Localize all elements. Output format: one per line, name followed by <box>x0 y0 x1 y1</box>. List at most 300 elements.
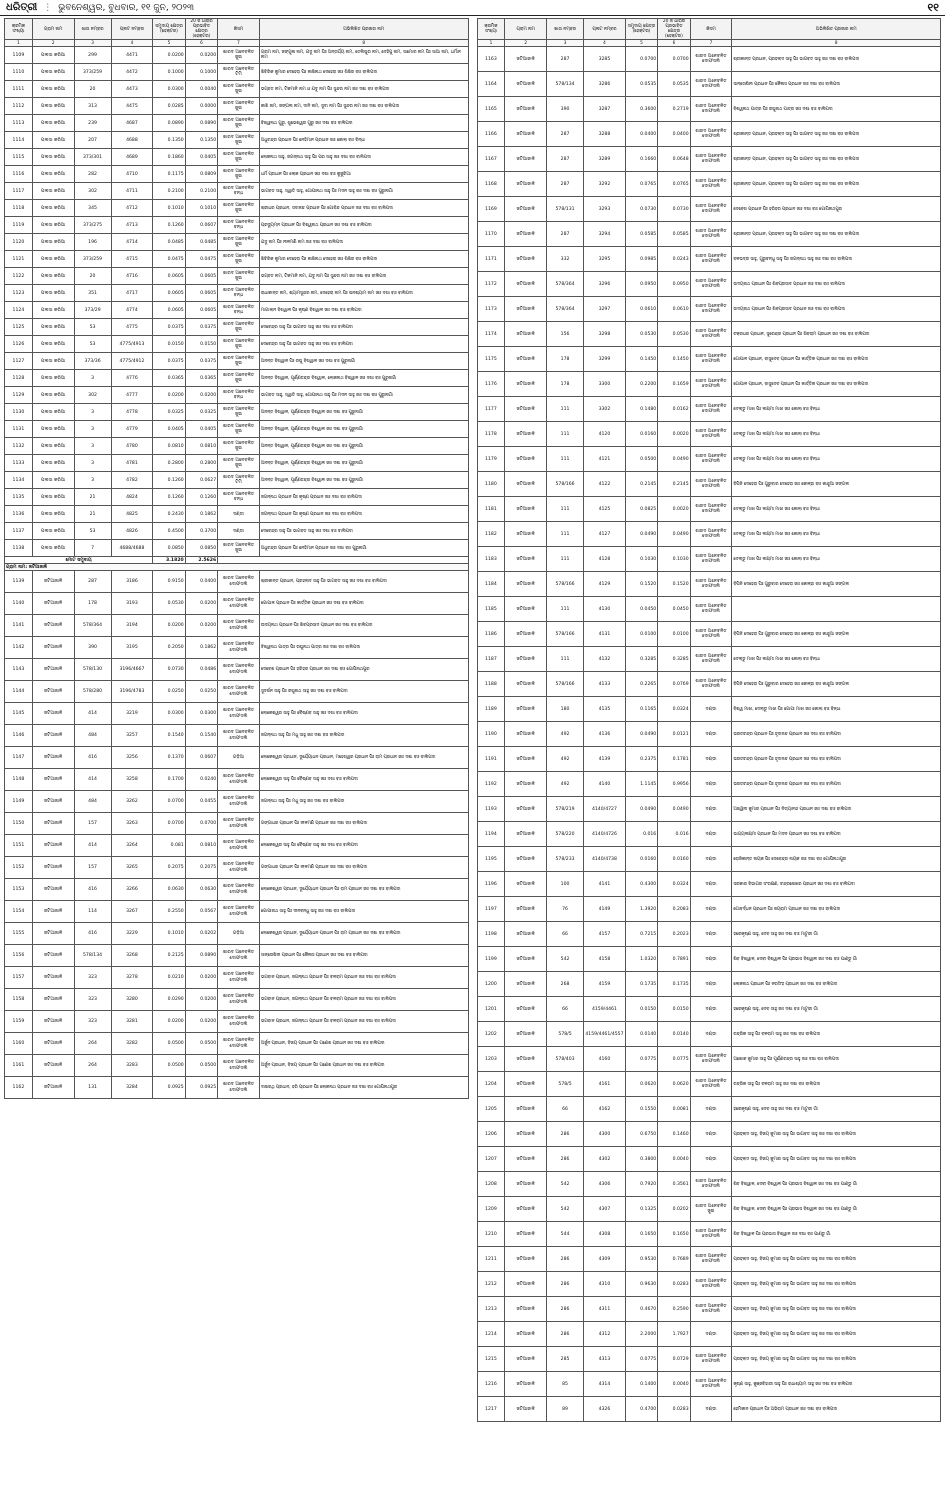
cell-owners: ଗଙ୍ଗାଧର ପ୍ରଧାନ ପିଃ ନୀଳମଣି ପ୍ରଧାନ ଜାଃ ଦଶା ବାଃ ବାଲିପଦା <box>259 813 468 835</box>
cell-plot: 3297 <box>584 297 626 322</box>
cell-sl: 1125 <box>5 319 33 336</box>
cell-plot: 4300 <box>584 1122 626 1147</box>
cell-area: 2.2000 <box>625 1322 657 1347</box>
table-row <box>5 813 469 835</box>
cell-khata: 21 <box>74 489 111 506</box>
cell-kisam: ଶାରଦ ଅନେବଳିତ ଦୋଫସଲି <box>218 945 260 967</box>
cell-area: 0.0700 <box>625 47 657 72</box>
column-header: ଅଭିଲିଖିତ ପ୍ରଜାର ନାମ <box>259 19 468 40</box>
cell-khata: 53 <box>74 319 111 336</box>
cell-area: 0.1480 <box>625 397 657 422</box>
cell-village: ଜଟିଆଜାଳି <box>505 1122 547 1147</box>
cell-sl: 1204 <box>477 1072 505 1097</box>
cell-area: 0.0375 <box>153 353 185 370</box>
column-number: 7 <box>218 40 260 47</box>
cell-khata: 239 <box>74 115 111 132</box>
cell-khata: 414 <box>74 769 111 791</box>
cell-kisam: ଦଣ୍ଡା <box>690 872 732 897</box>
cell-khata: 492 <box>547 772 584 797</box>
cell-area: 0.0300 <box>153 703 185 725</box>
cell-khata: 287 <box>547 222 584 247</box>
table-row <box>477 1272 941 1297</box>
cell-sl: 1181 <box>477 497 505 522</box>
cell-affected: 0.0890 <box>185 115 217 132</box>
table-row <box>5 64 469 81</box>
table-row <box>5 336 469 353</box>
cell-village: ଜଟିଆଜାଳି <box>505 1397 547 1422</box>
cell-area: 0.0200 <box>153 387 185 404</box>
cell-plot: 4131 <box>584 622 626 647</box>
total-row <box>5 557 469 564</box>
cell-affected: 0.0730 <box>658 197 690 222</box>
cell-sl: 1162 <box>5 1077 33 1099</box>
cell-kisam: ଶାରଦ ଅନେବଳିତ ଦୋଫସଲି <box>690 122 732 147</box>
cell-kisam: ଶାରଦ ଅନେବଳିତ ଦୋଫସଲି <box>218 879 260 901</box>
cell-affected: 0.0605 <box>185 268 217 285</box>
cell-plot: 3299 <box>584 347 626 372</box>
cell-plot: 3195 <box>111 637 153 659</box>
table-row <box>477 422 941 447</box>
cell-sl: 1126 <box>5 336 33 353</box>
cell-area: 0.0490 <box>625 722 657 747</box>
cell-sl: 1203 <box>477 1047 505 1072</box>
table-row <box>5 835 469 857</box>
cell-sl: 1131 <box>5 421 33 438</box>
cell-owners: ଦେବେନ୍ଦ୍ର ସାହୁ ପିଃ ଭାଗବତ ସାହୁ ଜାଃ ଦଶା ବାଃ ବାଲିପଦା <box>259 319 468 336</box>
cell-kisam: ଶାରଦ ଅନେବଳିତ ଜୁଇ <box>218 166 260 183</box>
cell-owners: ପ୍ରହ୍ଲାଦ ସାହୁ, ବିଜୟ କୁମାର ସାହୁ ପିଃ ଭାଗବତ ସାହୁ ଜାଃ ଦଶା ବାଃ ବାଲିପଦା <box>732 1147 941 1172</box>
cell-sl: 1170 <box>477 222 505 247</box>
cell-plot: 3284 <box>111 1077 153 1099</box>
cell-affected: 0.0485 <box>185 234 217 251</box>
cell-village: ପଲସା କରିଆ <box>32 540 74 557</box>
cell-sl: 1109 <box>5 47 33 64</box>
cell-kisam: ଶାରଦ ଅନେବଳିତ ଦୋଫସଲି <box>690 1372 732 1397</box>
cell-sl: 1196 <box>477 872 505 897</box>
cell-khata: 302 <box>74 183 111 200</box>
cell-khata: 156 <box>547 322 584 347</box>
cell-sl: 1116 <box>5 166 33 183</box>
cell-kisam: ଶାରଦ ଅନେବଳିତ ଦୋଫସଲି <box>218 593 260 615</box>
column-number-row <box>5 40 469 47</box>
cell-kisam: ଶାରଦ ଅନେବଳିତ ଦୋଫସଲି <box>218 769 260 791</box>
cell-khata: 287 <box>547 172 584 197</box>
cell-owners: ଅର୍ଜୁନ ପ୍ରଧାନ, ବିଜୟ ପ୍ରଧାନ ପିଃ ଗଣେଶ ପ୍ରଧାନ ଜାଃ ଦଶା ବାଃ ବାଲିପଦା <box>259 1055 468 1077</box>
cell-owners: ଅଧୁଚନ୍ଦ୍ର ପ୍ରଧାନ ପିଃ ନେହିମାନ ପ୍ରଧାନ ଜାଃ ଦଶା ବାଃ ପୁରୁନାଗାଁ <box>259 540 468 557</box>
cell-kisam: ଦଣ୍ଡା <box>690 947 732 972</box>
column-header: ପ୍ଲଟ ନମ୍ବର <box>111 19 153 40</box>
table-row <box>477 697 941 722</box>
cell-owners: ଦେବେଶ ପ୍ରଧାନ ପିଃ ହରିହର ପ୍ରଧାନ ଜାଃ ଦଶା ବାଃ ଗୋପିନାଥପୁର <box>732 197 941 222</box>
cell-kisam: ଶାରଦ ଅନେବଳିତ ବନ୍ଧ <box>218 217 260 234</box>
cell-sl: 1198 <box>477 922 505 947</box>
cell-owners: ରାଧାକାନ୍ତ ନାମ, ଶ୍ୟାମସୁନ୍ଦର ନାମ, ଦେହେରା ନାମ ପିଃ ଘନଶ୍ୟାମ ନାମ ଜାଃ ଦଶା ବାଃ ବାଲିପଦା <box>259 285 468 302</box>
cell-plot: 4780 <box>111 438 153 455</box>
cell-sl: 1217 <box>477 1397 505 1422</box>
cell-village: ଜଟିଆଜାଳି <box>32 813 74 835</box>
cell-village: ଜଟିଆଜାଳି <box>505 522 547 547</box>
cell-affected: 0.0200 <box>185 593 217 615</box>
cell-area: 0.2430 <box>153 506 185 523</box>
cell-plot: 4472 <box>111 64 153 81</box>
cell-kisam: ଶାରଦ ଅନେବଳିତ ଜୁଇ <box>218 81 260 98</box>
cell-area: 0.0700 <box>153 791 185 813</box>
cell-village: ଜଟିଆଜାଳି <box>505 472 547 497</box>
newspaper-logo: ଧରିତ୍ରୀ <box>6 2 38 13</box>
cell-plot: 4824 <box>111 489 153 506</box>
cell-area: 0.2125 <box>153 945 185 967</box>
cell-affected: 0.2800 <box>185 455 217 472</box>
cell-khata: 66 <box>547 997 584 1022</box>
cell-affected: 0.0000 <box>185 98 217 115</box>
cell-khata: 323 <box>74 1011 111 1033</box>
cell-owners: ଦେବେନ୍ଦ୍ର ସାହୁ ପିଃ ଭାଗବତ ସାହୁ ଜାଃ ଦଶା ବାଃ ବାଲିପଦା <box>259 523 468 540</box>
cell-area: 0.0250 <box>153 681 185 703</box>
cell-area: 0.1735 <box>625 972 657 997</box>
cell-owners: ଉଦୟନାଥ ପ୍ରଧାନ ପିଃ ଶିବପ୍ରସାଦ ପ୍ରଧାନ ଜାଃ ଦଶା ବାଃ ବାଲିପଦା <box>259 615 468 637</box>
cell-owners: ଜଗନ୍ନାଥ ସାହୁ ପିଃ ମଧୁ ସାହୁ ଜାଃ ଦଶା ବାଃ ବାଲିପଦା <box>259 791 468 813</box>
cell-village: ଜଟିଆଜାଳି <box>32 769 74 791</box>
cell-village: ପଲସା କରିଆ <box>32 387 74 404</box>
cell-kisam: ଶାରଦ ଅନେବଳିତ ଦୋଫସଲି <box>690 1247 732 1272</box>
cell-village: ପଲସା କରିଆ <box>32 234 74 251</box>
cell-khata: 114 <box>74 901 111 923</box>
cell-khata: 207 <box>74 132 111 149</box>
table-row <box>477 972 941 997</box>
cell-kisam: ଶାରଦ ଅନେବଳିତ ଦୋଫସଲି <box>690 222 732 247</box>
cell-plot: 4122 <box>584 472 626 497</box>
table-row <box>477 1022 941 1047</box>
cell-affected: 0.0810 <box>185 438 217 455</box>
village-section-title: ଗ୍ରାମ ନାମ: ଜଟିଆଜାଳି <box>5 564 469 571</box>
cell-sl: 1167 <box>477 147 505 172</box>
table-row <box>477 47 941 72</box>
cell-owners: ଦେଲ୍ଡୁ ମାଝୀ ପିଃ ଲକ୍ଷ୍ମୀ ମାଝୀ ଜାଃ କୋଲା ବାଃ ବିନ୍ଧା <box>732 397 941 422</box>
table-row <box>5 132 469 149</box>
table-row <box>477 447 941 472</box>
cell-kisam: ଗଡ଼ିଆ <box>218 747 260 769</box>
column-number: 1 <box>5 40 33 47</box>
table-row <box>477 1197 941 1222</box>
cell-khata: 373/301 <box>74 149 111 166</box>
cell-area: 0.1660 <box>625 147 657 172</box>
cell-khata: 542 <box>547 1197 584 1222</box>
cell-kisam: ଶାରଦ ଅନେବଳିତ ଦୋଫସଲି <box>690 247 732 272</box>
cell-village: ପଲସା କରିଆ <box>32 47 74 64</box>
table-row <box>477 1097 941 1122</box>
cell-sl: 1124 <box>5 302 33 319</box>
cell-khata: 66 <box>547 922 584 947</box>
cell-area: 0.7920 <box>625 1172 657 1197</box>
column-number: 6 <box>185 40 217 47</box>
table-row <box>477 1347 941 1372</box>
table-row <box>5 615 469 637</box>
cell-owners: ଅନନ୍ତ ବିଶ୍ୱାଳ, ପୂର୍ଣ୍ଣଚନ୍ଦ୍ର ବିଶ୍ୱାଳ ଜାଃ ଦଶା ବାଃ ପୁରୁନାଗାଁ <box>259 421 468 438</box>
cell-sl: 1176 <box>477 372 505 397</box>
cell-affected: 0.0150 <box>185 336 217 353</box>
cell-owners: ଭଗବାନ ପ୍ରଧାନ, ଜଗନ୍ନାଥ ପ୍ରଧାନ ପିଃ ବଳରାମ ପ୍ରଧାନ ଜାଃ ଦଶା ବାଃ ବାଲିପଦା <box>259 967 468 989</box>
cell-plot: 4140/4726 <box>584 822 626 847</box>
cell-plot: 3196/4783 <box>111 681 153 703</box>
cell-affected: 0.1460 <box>658 1122 690 1147</box>
cell-area: 0.0950 <box>625 272 657 297</box>
cell-sl: 1174 <box>477 322 505 347</box>
cell-khata: 85 <box>547 1372 584 1397</box>
cell-plot: 4826 <box>111 523 153 540</box>
cell-area: 0.0500 <box>625 447 657 472</box>
cell-affected: 0.0500 <box>185 1055 217 1077</box>
table-row <box>477 747 941 772</box>
cell-village: ପଲସା କରିଆ <box>32 251 74 268</box>
cell-plot: 4779 <box>111 421 153 438</box>
cell-plot: 4302 <box>584 1147 626 1172</box>
table-row <box>5 489 469 506</box>
cell-khata: 196 <box>74 234 111 251</box>
cell-khata: 578/166 <box>547 572 584 597</box>
cell-kisam: ଶାରଦ ଅନେବଳିତ ଦୋଫସଲି <box>690 147 732 172</box>
cell-sl: 1123 <box>5 285 33 302</box>
cell-khata: 178 <box>547 372 584 397</box>
cell-owners: ଭଗ୍ବତ ନାମ, ଟିକମାନି ନାମ, ଯଦୁ ନାମ ପିଃ ସୁନ୍ଦର ନାମ ଜାଃ ଦଶା ବାଃ ବାଲିପଦା <box>259 268 468 285</box>
cell-area: 0.0535 <box>625 72 657 97</box>
cell-kisam: ଶାରଦ ଅନେବଳିତ ଟିମି <box>218 472 260 489</box>
cell-village: ଜଟିଆଜାଳି <box>505 322 547 347</box>
cell-plot: 4312 <box>584 1322 626 1347</box>
cell-plot: 4162 <box>584 1097 626 1122</box>
cell-khata: 313 <box>74 98 111 115</box>
cell-kisam: ଦଣ୍ଡା <box>218 506 260 523</box>
cell-affected: 0.1735 <box>658 972 690 997</box>
table-row <box>5 923 469 945</box>
cell-khata: 578/130 <box>74 659 111 681</box>
table-row <box>5 637 469 659</box>
cell-area: 0.0325 <box>153 404 185 421</box>
cell-affected: 0.1520 <box>658 572 690 597</box>
cell-owners <box>732 597 941 622</box>
cell-sl: 1171 <box>477 247 505 272</box>
cell-village: ପଲସା କରିଆ <box>32 421 74 438</box>
cell-kisam: ଶାରଦ ଅନେବଳିତ ଜୁଇ <box>218 234 260 251</box>
cell-khata: 285 <box>547 1347 584 1372</box>
cell-affected: 0.0324 <box>658 697 690 722</box>
cell-khata: 111 <box>547 447 584 472</box>
cell-affected: 0.0490 <box>658 797 690 822</box>
cell-village: ପଲସା କରିଆ <box>32 319 74 336</box>
cell-affected: 0.0729 <box>658 1347 690 1372</box>
cell-village: ଜଟିଆଜାଳି <box>32 571 74 593</box>
table-row <box>5 967 469 989</box>
cell-khata: 323 <box>74 989 111 1011</box>
cell-village: ଜଟିଆଜାଳି <box>32 637 74 659</box>
cell-khata: 578/219 <box>547 797 584 822</box>
cell-affected: 0.2083 <box>658 897 690 922</box>
cell-khata: 157 <box>74 813 111 835</box>
cell-sl: 1160 <box>5 1033 33 1055</box>
cell-affected: 0.016 <box>658 822 690 847</box>
cell-village: ଜଟିଆଜାଳି <box>505 1297 547 1322</box>
table-row <box>477 547 941 572</box>
cell-village: ପଲସା କରିଆ <box>32 336 74 353</box>
cell-plot: 4132 <box>584 647 626 672</box>
table-row <box>477 1072 941 1097</box>
cell-area: 0.0160 <box>625 422 657 447</box>
cell-area: 0.0850 <box>153 540 185 557</box>
cell-plot: 4473 <box>111 81 153 98</box>
cell-kisam: ଶାରଦ ଅନେବଳିତ ଦୋଫସଲି <box>218 901 260 923</box>
table-row <box>477 1397 941 1422</box>
cell-sl: 1172 <box>477 272 505 297</box>
notice-columns <box>0 16 945 1496</box>
cell-khata: 414 <box>74 703 111 725</box>
cell-kisam: ଶାରଦ ଅନେବଳିତ ଜୁଇ <box>218 370 260 387</box>
cell-sl: 1119 <box>5 217 33 234</box>
cell-khata: 3 <box>74 370 111 387</box>
cell-village: ଜଟିଆଜାଳି <box>505 697 547 722</box>
cell-owners: ଅର୍ଜୁନ ପ୍ରଧାନ, ବିଜୟ ପ୍ରଧାନ ପିଃ ଗଣେଶ ପ୍ରଧାନ ଜାଃ ଦଶା ବାଃ ବାଲିପଦା <box>259 1033 468 1055</box>
cell-area: 0.0605 <box>153 268 185 285</box>
cell-sl: 1141 <box>5 615 33 637</box>
cell-plot: 4716 <box>111 268 153 285</box>
cell-owners: ଦାଶରଥି ପ୍ରଧାନ, ହରି ପ୍ରଧାନ ପିଃ ଲୋକନାଥ ପ୍ରଧାନ ଜାଃ ଦଶା ବାଃ ଗୋପିନାଥପୁର <box>259 1077 468 1099</box>
cell-kisam: ଶାରଦ ଅନେବଳିତ ଦୋଫସଲି <box>218 1055 260 1077</box>
cell-khata: 299 <box>74 47 111 64</box>
cell-village: ଜଟିଆଜାଳି <box>32 703 74 725</box>
cell-kisam: ଦଣ୍ଡା <box>690 1322 732 1347</box>
cell-affected: 0.0620 <box>658 1072 690 1097</box>
cell-sl: 1129 <box>5 387 33 404</box>
cell-kisam: ଶାରଦ ଅନେବଳିତ ଦୋଫସଲି <box>218 1011 260 1033</box>
cell-owners: ଯଦୁ ନାମ ପିଃ ନୀଳମଣି ନାମ ଜାଃ ଦଶା ବାଃ ବାଲିପଦା <box>259 234 468 251</box>
cell-owners: ବଳଭଦ୍ର ସାହୁ, ଗୁରୁବନ୍ଧୁ ସାହୁ ପିଃ ଜଗନ୍ନାଥ ସାହୁ ଜାଃ ଦଶା ବାଃ ବାଲିପଦା <box>732 247 941 272</box>
cell-sl: 1115 <box>5 149 33 166</box>
cell-affected: 0.0202 <box>185 923 217 945</box>
cell-affected: 0.1450 <box>658 347 690 372</box>
cell-village: ଜଟିଆଜାଳି <box>505 872 547 897</box>
cell-plot: 4688/4688 <box>111 540 153 557</box>
cell-kisam: ଶାରଦ ଅନେବଳିତ ଦୋଫସଲି <box>218 1033 260 1055</box>
cell-khata: 542 <box>547 1172 584 1197</box>
cell-affected: 0.2023 <box>658 922 690 947</box>
cell-khata: 373/259 <box>74 251 111 268</box>
cell-sl: 1194 <box>477 822 505 847</box>
cell-sl: 1122 <box>5 268 33 285</box>
cell-khata: 286 <box>547 1322 584 1347</box>
cell-plot: 3302 <box>584 397 626 422</box>
cell-village: ଜଟିଆଜାଳି <box>505 797 547 822</box>
cell-village: ପଲସା କରିଆ <box>32 506 74 523</box>
cell-sl: 1140 <box>5 593 33 615</box>
cell-khata: 131 <box>74 1077 111 1099</box>
cell-owners: ଦେଲ୍ଡୁ ମାଝୀ ପିଃ ଲକ୍ଷ୍ମୀ ମାଝୀ ଜାଃ କୋଲା ବାଃ ବିନ୍ଧା <box>732 522 941 547</box>
column-header: 20 ଜ ଧାରାର ପ୍ରଭାବିତ କ୍ଷେତ୍ର (ହେକ୍ଟର) <box>185 19 217 40</box>
cell-kisam: ଶାରଦ ଅନେବଳିତ ଦୋଫସଲି <box>218 1077 260 1099</box>
cell-area: 0.0630 <box>153 879 185 901</box>
cell-village: ପଲସା କରିଆ <box>32 183 74 200</box>
table-row <box>5 166 469 183</box>
cell-plot: 4711 <box>111 183 153 200</box>
cell-owners: ହରେକୃଷ୍ଣ ସାହୁ, ଦେବ ସାହୁ ଜାଃ ଦଶା ବାଃ ମାଟୁରୀ ଗାଁ <box>732 922 941 947</box>
cell-area: 0.0485 <box>153 234 185 251</box>
cell-owners: ଭାଗ୍ୟଲକ୍ଷ୍ମୀ ପ୍ରଧାନ ପିଃ ମଦନ ପ୍ରଧାନ ଜାଃ ଦଶା ବାଃ ବାଲିପଦା <box>732 822 941 847</box>
cell-area: 1.0320 <box>625 947 657 972</box>
cell-owners: ଅନନ୍ତ ବିଶ୍ୱାଳ ପିଃ ରଘୁ ବିଶ୍ୱାଳ ଜାଃ ଦଶା ବାଃ ପୁରୁନାଗାଁ <box>259 353 468 370</box>
cell-plot: 4710 <box>111 166 153 183</box>
cell-khata: 287 <box>547 122 584 147</box>
cell-village: ଜଟିଆଜାଳି <box>505 847 547 872</box>
table-row <box>477 172 941 197</box>
cell-village: ଜଟିଆଜାଳି <box>505 197 547 222</box>
cell-plot: 3268 <box>111 945 153 967</box>
table-row <box>477 1147 941 1172</box>
column-number: 5 <box>625 40 657 47</box>
cell-kisam: ଦଣ୍ଡା <box>690 797 732 822</box>
cell-plot: 3283 <box>111 1055 153 1077</box>
cell-plot: 4128 <box>584 547 626 572</box>
cell-owners: ଶିବିରିକ କୁମାର ଦେହେରା ପିଃ କାଶିନାଥ ଦେହେରା ଜାଃ ଶିଶିର ବାଃ ବାଲିପଦା <box>259 64 468 81</box>
cell-area: 0.2800 <box>153 455 185 472</box>
cell-affected: 0.0202 <box>658 1197 690 1222</box>
cell-khata: 416 <box>74 923 111 945</box>
cell-plot: 4777 <box>111 387 153 404</box>
cell-plot: 4775/4912 <box>111 353 153 370</box>
cell-khata: 111 <box>547 422 584 447</box>
total-label: ମୋଟ ସମୁଦାୟ <box>5 557 153 564</box>
cell-kisam: ଶାରଦ ଅନେବଳିତ ଜୁଇ <box>218 540 260 557</box>
column-header: ଗ୍ରାମ ନାମ <box>32 19 74 40</box>
cell-village: ଜଟିଆଜାଳି <box>32 681 74 703</box>
cell-sl: 1158 <box>5 989 33 1011</box>
cell-kisam: ଶାରଦ ଅନେବଳିତ ବନ୍ଧ <box>218 489 260 506</box>
cell-affected: 0.0121 <box>658 722 690 747</box>
cell-area: 0.0490 <box>625 797 657 822</box>
cell-affected: 0.0283 <box>658 1397 690 1422</box>
cell-kisam: ଶାରଦ ଅନେବଳିତ ଦୋଫସଲି <box>690 172 732 197</box>
cell-area: 0.0475 <box>153 251 185 268</box>
cell-sl: 1180 <box>477 472 505 497</box>
cell-khata: 287 <box>547 147 584 172</box>
cell-affected: 0.0567 <box>185 901 217 923</box>
table-row <box>477 622 941 647</box>
cell-owners: କୃଷ୍ଣ ସାହୁ, କୁଞ୍ଜବିହାରୀ ସାହୁ ପିଃ ରାଧାଶ୍ୟାମ ସାହୁ ଜାଃ ଦଶା ବାଃ ବାଲିପଦା <box>732 1372 941 1397</box>
column-number: 3 <box>547 40 584 47</box>
cell-area: 0.081 <box>153 835 185 857</box>
cell-plot: 3289 <box>584 147 626 172</box>
cell-sl: 1216 <box>477 1372 505 1397</box>
cell-area: 0.1165 <box>625 697 657 722</box>
cell-owners: ଭରତଚନ୍ଦ୍ର ପ୍ରଧାନ ପିଃ ହୃଦାନନ୍ଦ ପ୍ରଧାନ ଜାଃ ଦଶା ବାଃ ବାଲିପଦା <box>732 722 941 747</box>
cell-affected: 0.0700 <box>658 47 690 72</box>
cell-area: 0.1260 <box>153 472 185 489</box>
cell-khata: 178 <box>74 593 111 615</box>
cell-affected: 0.0020 <box>658 497 690 522</box>
cell-sl: 1206 <box>477 1122 505 1147</box>
cell-sl: 1114 <box>5 132 33 149</box>
cell-affected: 0.0605 <box>185 302 217 319</box>
cell-affected: 0.0648 <box>658 147 690 172</box>
cell-village: ଜଟିଆଜାଳି <box>505 647 547 672</box>
column-header: ଖାତା ନମ୍ବର <box>547 19 584 40</box>
cell-khata: 578/166 <box>547 472 584 497</box>
cell-owners: ଲୋକେଶ୍ୱର ସାହୁ ପିଃ ବୈଷ୍ଣବ ସାହୁ ଜାଃ ଦଶା ବାଃ ବାଲିପଦା <box>259 835 468 857</box>
cell-area: 0.3600 <box>625 97 657 122</box>
cell-plot: 4775/4913 <box>111 336 153 353</box>
cell-khata: 578/166 <box>547 622 584 647</box>
cell-khata: 157 <box>74 857 111 879</box>
cell-area: 0.0150 <box>625 997 657 1022</box>
cell-plot: 4307 <box>584 1197 626 1222</box>
cell-village: ଜଟିଆଜାଳି <box>505 172 547 197</box>
cell-sl: 1143 <box>5 659 33 681</box>
